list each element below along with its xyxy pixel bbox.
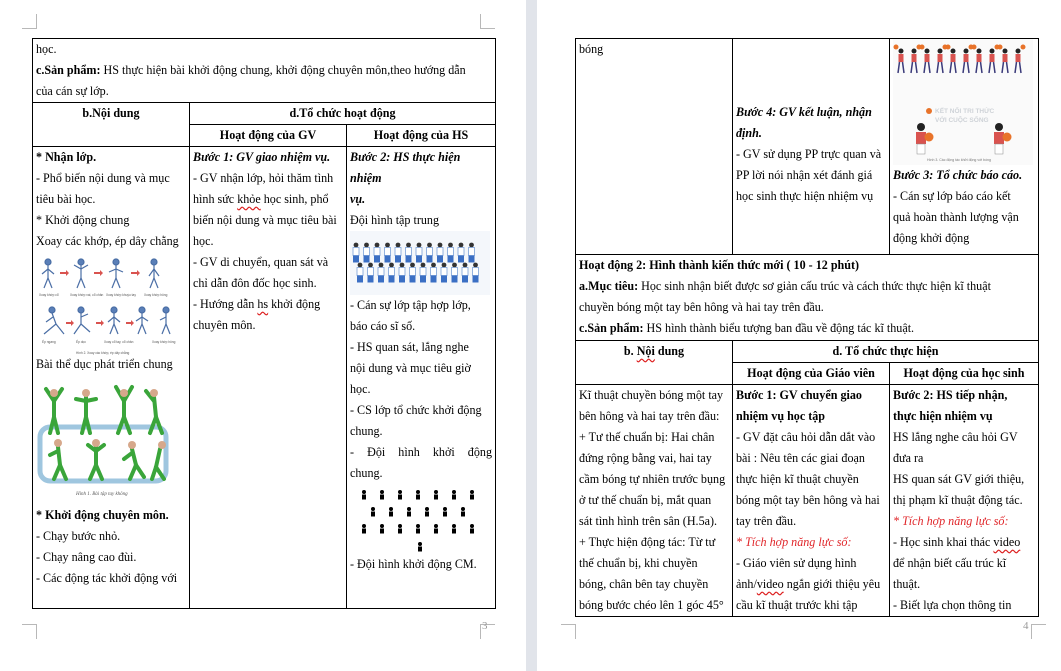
top-content-cell: bóng (576, 39, 733, 255)
student-figure (448, 243, 454, 263)
crop-mark (22, 624, 37, 639)
svg-text:Xoay cổ tay, cổ chân: Xoay cổ tay, cổ chân (104, 340, 134, 344)
svg-text:VỚI CUỘC SỐNG: VỚI CUỘC SỐNG (935, 117, 989, 124)
hs-cell: Bước 2: HS thực hiện nhiệm vụ. Đội hình tập trung - Cán sự lớp tập hợp lớp, báo cáo sĩ số. - HS quan sát, lắng nghe nội dung và mục tiêu giờ học. - CS lớp tổ chức khởi động chung. - Đội hình khởi động chung. - Đội hình khởi động CM. (347, 147, 496, 609)
header-org: d. Tổ chức thực hiện (733, 341, 1039, 363)
lesson-table-p4-top (575, 38, 1039, 341)
formation-person-icon (461, 507, 465, 517)
svg-text:Ép dọc: Ép dọc (76, 340, 86, 344)
ball-warmup-figure (893, 39, 1033, 165)
formation-person-icon (434, 524, 438, 534)
formation-person-icon (452, 490, 456, 500)
spellcheck-word: Nội (636, 344, 655, 358)
header-hs: Hoạt động của học sinh (890, 363, 1039, 385)
svg-text:KẾT NỐI TRI THỨC: KẾT NỐI TRI THỨC (935, 108, 995, 115)
student-figure (374, 243, 380, 263)
student-figure (441, 263, 447, 283)
student-figure (431, 263, 437, 283)
student-figure (353, 243, 359, 263)
stick-figure (44, 307, 64, 334)
student-figure (368, 263, 374, 283)
svg-text:Xoay khớp hông: Xoay khớp hông (144, 293, 168, 297)
student-figure (395, 243, 401, 263)
student-figure (357, 263, 363, 283)
exercise-figure-person (152, 449, 164, 479)
exercise-figure-person (88, 445, 104, 479)
spellcheck-word: video (993, 535, 1021, 549)
student-figure (410, 263, 416, 283)
exercise-figure (36, 375, 176, 499)
formation-person-icon (434, 490, 438, 500)
lesson-table-p3 (32, 38, 496, 609)
formation-person-icon (398, 490, 402, 500)
warmup-joints-figure (36, 252, 176, 358)
intro-cell: học. c.Sản phẩm: HS thực hiện bài khởi động chung, khởi động chuyên môn,theo hướng dẫn của cán sự lớp. (33, 39, 496, 103)
student-figure (427, 243, 433, 263)
formation-person-icon (416, 524, 420, 534)
svg-text:Xoay khớp hông: Xoay khớp hông (152, 340, 176, 344)
formation-person-icon (362, 524, 366, 534)
formation-person-icon (425, 507, 429, 517)
header-gv: Hoạt động của Giáo viên (733, 363, 890, 385)
student-figure (462, 263, 468, 283)
student-figure (469, 243, 475, 263)
svg-text:Xoay khớp khuỷu tay: Xoay khớp khuỷu tay (106, 293, 136, 297)
svg-text:Hình 2. Xoay các khớp, ép dây: Hình 2. Xoay các khớp, ép dây chằng (76, 351, 130, 355)
spellcheck-word: video (756, 577, 784, 591)
stick-figure (136, 307, 148, 334)
activity2-cell: Hoạt động 2: Hình thành kiến thức mới ( 10 - 12 phút) a.Mục tiêu: Học sinh nhận biết được sơ giản cấu trúc và cách thức thực hiện kĩ thuật chuyền bóng một tay bên hông và hai tay trên đầu. c.Sản phẩm: HS hình thành biểu tượng ban đầu về động tác kĩ thuật. (576, 255, 1039, 341)
exercise-figure-person (50, 447, 66, 479)
page-number: 3 (482, 620, 488, 632)
svg-text:Xoay khớp cổ: Xoay khớp cổ (39, 293, 59, 297)
formation-person-icon (389, 507, 393, 517)
top-gv-cell: Bước 4: GV kết luận, nhận định. - GV sử dụng PP trực quan và PP lời nói nhận xét đánh giá học sinh thực hiện nhiệm vụ (733, 39, 890, 255)
crop-mark (480, 14, 495, 29)
stick-figure (160, 307, 170, 334)
hs-cell: Bước 2: HS tiếp nhận, thực hiện nhiệm vụ HS lắng nghe câu hỏi GV đưa ra HS quan sát GV giới thiệu, thị phạm kĩ thuật động tác. * Tích hợp năng lực số: - Học sinh khai thác video để nhận biết cấu trúc kĩ thuật. - Biết lựa chọn thông tin (890, 385, 1039, 617)
page-number: 4 (1023, 620, 1029, 632)
student-figure (420, 263, 426, 283)
crop-mark (22, 14, 37, 29)
svg-text:Ép ngang: Ép ngang (42, 340, 56, 344)
formation-person-icon (380, 490, 384, 500)
student-figure (437, 243, 443, 263)
formation-person-icon (398, 524, 402, 534)
top-hs-cell: KẾT NỐI TRI THỨC VỚI CUỘC SỐNG Hình 3. Các động tác khởi động với bóng Bước 3: Tổ chức báo cáo. - Cán sự lớp báo cáo kết quả hoàn thành lượng vận động khởi động (890, 39, 1039, 255)
formation-person-icon (470, 490, 474, 500)
crop-mark (1031, 624, 1046, 639)
stick-figure (108, 307, 120, 334)
gv-cell: Bước 1: GV chuyển giao nhiệm vụ học tập - GV đặt câu hỏi dẫn dắt vào bài : Nêu tên các giai đoạn thực hiện kĩ thuật chuyền bóng một tay bên hông và hai tay trên đầu. * Tích hợp năng lực số: - Giáo viên sử dụng hình ảnh/video ngắn giới thiệu yêu cầu kĩ thuật trước khi tập (733, 385, 890, 617)
content-cell: * Nhận lớp. - Phổ biến nội dung và mục tiêu bài học. * Khởi động chung Xoay các khớp, ép dây chằng Xoay khớp cổ Xoay khớp vai, cổ chân Xoay khớp khuỷu tay Xoay khớp hông Ép ngang Ép dọc Xoay cổ tay, cổ chân Xoay khớp hông Hình 2. Xoay các khớp, ép dây chằng Bài thể dục phát triển chung Hình 1. Bài tập tay không * Khởi động chuyên môn. - Chạy bước nhỏ. - Chạy nâng cao đùi. - Các động tác khởi động với (33, 147, 190, 609)
student-figure (416, 243, 422, 263)
stick-figure (74, 307, 90, 334)
content-cell: Kĩ thuật chuyền bóng một tay bên hông và hai tay trên đầu: + Tư thế chuẩn bị: Hai chân đứng rộng bằng vai, hai tay cầm bóng tự nhiên trước bụng ở tư thế chuẩn bị, mắt quan sát tình hình trên sân (H.5a). + Thực hiện động tác: Từ tư thế chuẩn bị, khi chuyền bóng, chân bên tay chuyền bóng bước chéo lên 1 góc 45° (576, 385, 733, 617)
formation-person-icon (452, 524, 456, 534)
gv-cell: Bước 1: GV giao nhiệm vụ. - GV nhận lớp, hỏi thăm tình hình sức khỏe học sinh, phổ biến nội dung và mục tiêu bài học. - GV di chuyển, quan sát và chỉ dẫn đôn đốc học sinh. - Hướng dẫn hs khởi động chuyên môn. (190, 147, 347, 609)
page-3 (0, 0, 526, 671)
page-4 (537, 0, 1061, 671)
stick-figure (42, 259, 54, 288)
header-hs: Hoạt động của HS (347, 125, 496, 147)
spellcheck-word: khỏe (237, 192, 261, 206)
stick-figure (74, 259, 88, 288)
student-figure (458, 243, 464, 263)
svg-text:Hình 3. Các động tác khởi động: Hình 3. Các động tác khởi động với bóng (927, 158, 991, 162)
svg-text:Hình 1. Bài tập tay không: Hình 1. Bài tập tay không (76, 492, 128, 497)
crop-mark (561, 624, 576, 639)
formation-person-icon (443, 507, 447, 517)
header-gv: Hoạt động của GV (190, 125, 347, 147)
formation-person-icon (380, 524, 384, 534)
student-figure (389, 263, 395, 283)
lesson-table-p4-bottom (575, 340, 1039, 617)
student-figure (452, 263, 458, 283)
student-figure (385, 243, 391, 263)
student-figure (473, 263, 479, 283)
formation-person-icon (371, 507, 375, 517)
header-org: d.Tổ chức hoạt động (190, 103, 496, 125)
header-content: b.Nội dung (33, 103, 190, 147)
spellcheck-word: hs (257, 297, 269, 311)
formation-person-icon (362, 490, 366, 500)
formation-diagram (350, 484, 490, 554)
student-figure (399, 263, 405, 283)
header-content: b. Nội dung (576, 341, 733, 385)
student-figure (378, 263, 384, 283)
formation-person-icon (470, 524, 474, 534)
ball-icon (926, 108, 932, 114)
assembly-formation-photo (350, 231, 490, 295)
student-figure (406, 243, 412, 263)
stick-figure (149, 259, 159, 288)
student-figure (364, 243, 370, 263)
page-gutter (526, 0, 537, 671)
formation-person-icon (418, 542, 422, 552)
formation-person-icon (407, 507, 411, 517)
stick-figure (109, 259, 123, 288)
formation-person-icon (416, 490, 420, 500)
exercise-figure-person (124, 449, 144, 479)
svg-text:Xoay khớp vai, cổ chân: Xoay khớp vai, cổ chân (70, 293, 104, 297)
